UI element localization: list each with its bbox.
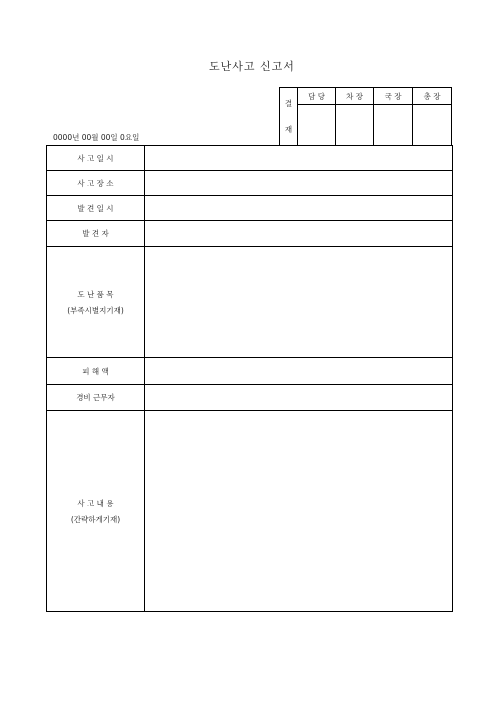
form-row-discovery-datetime [47,196,453,221]
field-discovery-datetime[interactable] [145,196,453,221]
label-incident-details-cell [47,411,145,612]
label-discoverer: 발 견 자 [47,221,145,247]
field-stolen-items[interactable] [145,247,453,358]
approval-header-director: 국 장 [374,88,413,105]
approval-header-staff: 담 당 [298,88,336,105]
approval-sign-deputy[interactable] [336,105,374,146]
document-title: 도난사고 신고서 [209,60,295,73]
form-row-incident-location [47,171,453,196]
field-incident-details[interactable] [145,411,453,612]
approval-side-bottom: 재 [284,124,293,134]
label-damage-amount: 피 해 액 [47,358,145,385]
label-incident-details: 사 고 내 용 [77,498,114,508]
label-guard-on-duty: 경비 근무자 [47,385,145,411]
form-row-incident-datetime [47,146,453,171]
label-stolen-items-note: (부족시별지기재) [67,305,124,315]
approval-table [279,87,452,146]
label-stolen-items: 도 난 품 목 [77,289,114,299]
label-incident-datetime: 사 고 일 시 [47,146,145,171]
field-incident-location[interactable] [145,171,453,196]
approval-header-deputy: 차 장 [336,88,374,105]
approval-sign-director[interactable] [374,105,413,146]
label-discovery-datetime: 발 견 일 시 [47,196,145,221]
field-guard-on-duty[interactable] [145,385,453,411]
approval-header-president: 총 장 [413,88,452,105]
label-stolen-items-cell [47,247,145,358]
field-damage-amount[interactable] [145,358,453,385]
label-incident-details-note: (간략하게기재) [70,514,121,524]
approval-side-top: 결 [284,98,293,108]
approval-sign-staff[interactable] [298,105,336,146]
approval-sign-president[interactable] [413,105,452,146]
form-row-incident-details [47,411,453,612]
field-discoverer[interactable] [145,221,453,247]
report-form-table [46,145,453,612]
label-incident-location: 사 고 장 소 [47,171,145,196]
approval-side-label [280,88,298,146]
form-row-stolen-items [47,247,453,358]
field-incident-datetime[interactable] [145,146,453,171]
form-row-guard-on-duty [47,385,453,411]
form-row-damage-amount [47,358,453,385]
form-row-discoverer [47,221,453,247]
report-date: 0000년 00월 00일 0요일 [53,133,140,142]
